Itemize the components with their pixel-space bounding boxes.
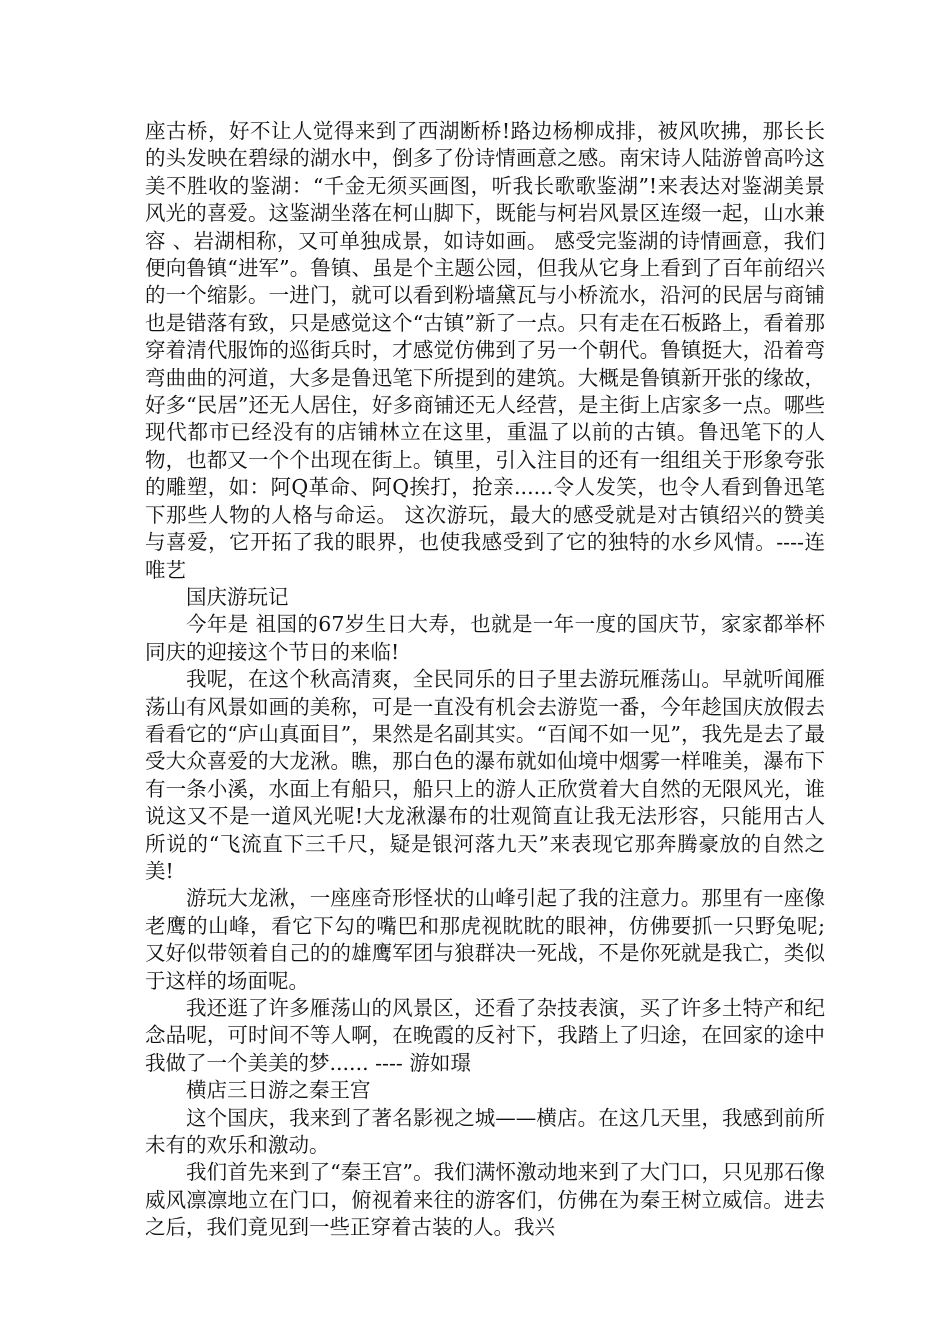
paragraph-yandang: 我呢，在这个秋高清爽，全民同乐的日子里去游玩雁荡山。早就听闻雁荡山有风景如画的美称，可是一直没有机会去游览一番，今年趁国庆放假去看看它的“庐山真面目”，果然是名副其实。“百闻不如一见”，我先是去了最受大众喜爱的大龙湫。瞧，那白色的瀑布就如仙境中烟雾一样唯美，瀑布下有一条小溪，水面上有船只，船只上的游人正欣赏着大自然的无限风光，谁说这又不是一道风光呢!大龙湫瀑布的壮观简直让我无法形容，只能用古人所说的“飞流直下三千尺，疑是银河落九天”来表现它那奔腾豪放的自然之美! [145, 667, 825, 883]
paragraph-hengdian-intro: 这个国庆，我来到了著名影视之城——横店。在这几天里，我感到前所未有的欢乐和激动。 [145, 1105, 825, 1158]
paragraph-return: 我还逛了许多雁荡山的风景区，还看了杂技表演，买了许多土特产和纪念品呢，可时间不等人啊，在晚霞的反衬下，我踏上了归途，在回家的途中我做了一个美美的梦...... ---- 游如璟 [145, 996, 825, 1075]
paragraph-lu-zhen: 座古桥，好不让人觉得来到了西湖断桥!路边杨柳成排，被风吹拂，那长长的头发映在碧绿的湖水中，倒多了份诗情画意之感。南宋诗人陆游曾高吟这美不胜收的鉴湖：“千金无须买画图，听我长歌歌鉴湖”!来表达对鉴湖美景风光的喜爱。这鉴湖坐落在柯山脚下，既能与柯岩风景区连缀一起，山水兼容 、岩湖相称，又可单独成景，如诗如画。 感受完鉴湖的诗情画意，我们便向鲁镇“进军”。鲁镇、虽是个主题公园，但我从它身上看到了百年前绍兴的一个缩影。一进门，就可以看到粉墙黛瓦与小桥流水，沿河的民居与商铺也是错落有致，只是感觉这个“古镇”新了一点。只有走在石板路上，看着那穿着清代服饰的巡街兵时，才感觉仿佛到了另一个朝代。鲁镇挺大，沿着弯弯曲曲的河道，大多是鲁迅笔下所提到的建筑。大概是鲁镇新开张的缘故，好多“民居”还无人居住，好多商铺还无人经营，是主街上店家多一点。哪些现代都市已经没有的店铺林立在这里，重温了以前的古镇。鲁迅笔下的人物，也都又一个个出现在街上。镇里，引入注目的还有一组组关于形象夸张的雕塑，如：阿Q革命、阿Q挨打，抢亲......令人发笑，也令人看到鲁迅笔下那些人物的人格与命运。 这次游玩，最大的感受就是对古镇绍兴的赞美与喜爱，它开拓了我的眼界，也使我感受到了它的独特的水乡风情。----连唯艺 [145, 119, 825, 582]
document-page [145, 118, 825, 1242]
paragraph-qin-palace: 我们首先来到了“秦王宫”。我们满怀激动地来到了大门口，只见那石像威风凛凛地立在门口，俯视着来往的游客们，仿佛在为秦王树立威信。进去之后，我们竟见到一些正穿着古装的人。我兴 [145, 1160, 825, 1240]
paragraph-peaks: 游玩大龙湫，一座座奇形怪状的山峰引起了我的注意力。那里有一座像老鹰的山峰，看它下勾的嘴巴和那虎视眈眈的眼神，仿佛要抓一只野兔呢;又好似带领着自己的的雄鹰军团与狼群决一死战，不是你死就是我亡，类似于这样的场面呢。 [145, 886, 825, 993]
paragraph-birthday: 今年是 祖国的67岁生日大寿，也就是一年一度的国庆节，家家都举杯同庆的迎接这个节日的来临! [145, 612, 825, 664]
essay-title-national-day: 国庆游玩记 [186, 584, 289, 609]
essay-title-hengdian: 横店三日游之秦王宫 [186, 1078, 371, 1103]
